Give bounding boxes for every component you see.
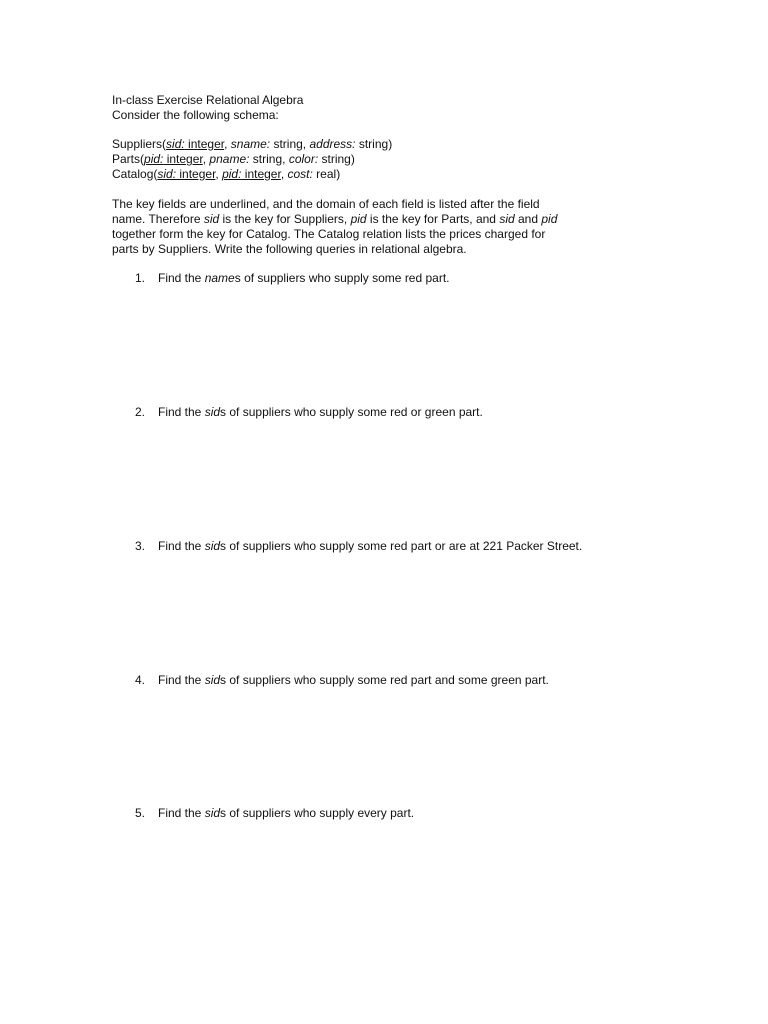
text-run: is the key for Parts, and bbox=[366, 212, 500, 226]
field-type: integer bbox=[163, 152, 203, 166]
emphasis: sid bbox=[203, 212, 220, 226]
key-field bbox=[157, 167, 215, 181]
paragraph-line: together form the key for Catalog. The Catalog relation lists the prices charged for bbox=[112, 227, 546, 241]
text-run: is the key for Suppliers, bbox=[219, 212, 351, 226]
field-type: integer bbox=[184, 137, 225, 151]
field-type: string, bbox=[249, 152, 289, 166]
question-item bbox=[135, 539, 582, 554]
question-text: s of suppliers who supply some red or green part. bbox=[220, 405, 483, 419]
question-number: 4. bbox=[135, 673, 146, 687]
paragraph-line: The key fields are underlined, and the domain of each field is listed after the field bbox=[112, 197, 540, 211]
emphasis: sid bbox=[204, 405, 221, 419]
question-number: 3. bbox=[135, 539, 146, 553]
emphasis: pid bbox=[541, 212, 558, 226]
question-text: s of suppliers who supply some red part and some green part. bbox=[220, 673, 549, 687]
field-type: integer bbox=[241, 167, 281, 181]
field-name: pname: bbox=[209, 152, 250, 166]
key-field bbox=[222, 167, 281, 181]
emphasis: sid bbox=[204, 539, 221, 553]
question-item bbox=[135, 271, 450, 286]
emphasis: name bbox=[204, 271, 235, 285]
schema-suppliers bbox=[112, 137, 392, 152]
intro-text: Consider the following schema: bbox=[112, 108, 279, 122]
field-name: pid: bbox=[222, 167, 242, 181]
question-number: 2. bbox=[135, 405, 146, 419]
question-item bbox=[135, 405, 483, 420]
field-type: integer bbox=[176, 167, 216, 181]
schema-catalog bbox=[112, 167, 340, 182]
separator: , bbox=[215, 167, 223, 181]
question-text: s of suppliers who supply some red part or are at 221 Packer Street. bbox=[220, 539, 583, 553]
emphasis: sid bbox=[204, 673, 221, 687]
question-text: Find the bbox=[158, 405, 205, 419]
relation-name: Catalog( bbox=[112, 167, 158, 181]
field-name: pid: bbox=[144, 152, 164, 166]
question-item bbox=[135, 673, 549, 688]
question-text: Find the bbox=[158, 539, 205, 553]
field-name: sid: bbox=[157, 167, 177, 181]
separator: , bbox=[280, 167, 288, 181]
question-text: Find the bbox=[158, 271, 205, 285]
field-name: sid: bbox=[166, 137, 185, 151]
field-type: string, bbox=[270, 137, 310, 151]
field-name: cost: bbox=[287, 167, 313, 181]
question-number: 5. bbox=[135, 806, 146, 820]
field-name: sname: bbox=[230, 137, 271, 151]
paragraph-line: parts by Suppliers. Write the following queries in relational algebra. bbox=[112, 242, 467, 256]
question-text: Find the bbox=[158, 806, 205, 820]
field-name: color: bbox=[288, 152, 319, 166]
relation-name: Suppliers( bbox=[112, 137, 167, 151]
emphasis: sid bbox=[499, 212, 515, 226]
separator: , bbox=[224, 137, 231, 151]
schema-parts bbox=[112, 152, 355, 167]
field-type: string) bbox=[355, 137, 393, 151]
question-text: s of suppliers who supply every part. bbox=[220, 806, 415, 820]
question-number: 1. bbox=[135, 271, 146, 285]
key-field bbox=[144, 152, 203, 166]
field-type: string) bbox=[318, 152, 355, 166]
document-title: In-class Exercise Relational Algebra bbox=[112, 93, 304, 107]
relation-name: Parts( bbox=[112, 152, 145, 166]
text-run: and bbox=[514, 212, 542, 226]
question-item bbox=[135, 806, 414, 821]
emphasis: pid bbox=[350, 212, 367, 226]
key-field bbox=[166, 137, 224, 151]
field-type: real) bbox=[312, 167, 341, 181]
question-text: s of suppliers who supply some red part. bbox=[234, 271, 450, 285]
question-text: Find the bbox=[158, 673, 205, 687]
field-name: address: bbox=[309, 137, 356, 151]
emphasis: sid bbox=[204, 806, 221, 820]
text-run: name. Therefore bbox=[112, 212, 204, 226]
separator: , bbox=[202, 152, 210, 166]
paragraph-line bbox=[112, 212, 557, 227]
